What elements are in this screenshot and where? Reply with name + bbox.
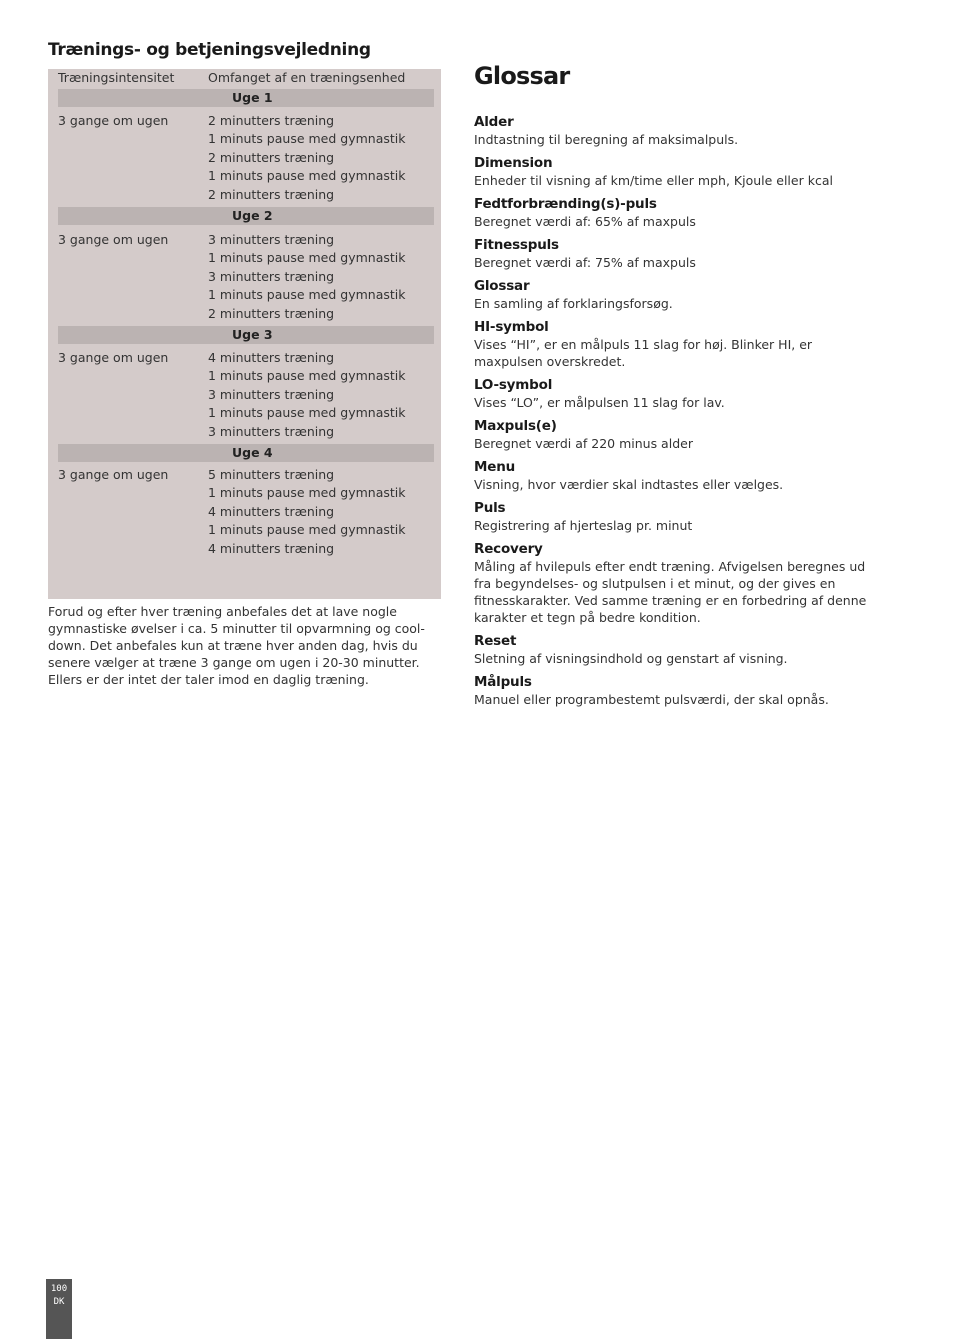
glossary-definition: Indtastning til beregning af maksimalpuls. [474,132,739,147]
week-label: Uge 3 [232,327,273,342]
step-item: 4 minutters træning [208,350,335,365]
glossary-term: Glossar [474,278,530,294]
language-code: DK [53,1297,65,1307]
week-label: Uge 4 [232,445,273,460]
glossary-list [474,114,874,715]
step-item: 5 minutters træning [208,467,335,482]
step-item: 1 minuts pause med gymnastik [208,368,406,384]
glossary-entry [474,114,874,148]
glossary-definition: Beregnet værdi af: 75% af maxpuls [474,255,696,270]
glossary-entry [474,459,874,493]
step-item: 3 minutters træning [208,423,335,439]
week-steps [208,466,406,558]
step-item: 1 minuts pause med gymnastik [208,250,406,266]
glossary-definition: Beregnet værdi af: 65% af maxpuls [474,214,696,229]
step-item: 1 minuts pause med gymnastik [208,168,406,184]
step-item: 2 minutters træning [208,305,335,321]
glossary-term: Fitnesspuls [474,237,559,253]
step-item: 2 minutters træning [208,149,335,165]
column-header-intensity: Træningsintensitet [58,70,175,85]
step-item: 4 minutters træning [208,540,335,556]
glossary-term: Alder [474,114,514,130]
glossary-term: Reset [474,633,517,649]
week-steps [208,231,406,323]
week-header [58,444,434,462]
glossary-entry [474,633,874,667]
step-item: 1 minuts pause med gymnastik [208,131,406,147]
week-steps [208,349,406,441]
glossary-definition: Visning, hvor værdier skal indtastes eller vælges. [474,477,784,492]
step-item: 1 minuts pause med gymnastik [208,405,406,421]
glossary-definition: Vises “LO”, er målpulsen 11 slag for lav. [474,395,725,410]
glossary-definition: Sletning af visningsindhold og genstart af visning. [474,651,788,666]
step-item: 3 minutters træning [208,232,335,247]
glossary-entry [474,237,874,271]
glossary-definition: Manuel eller programbestemt pulsværdi, der skal opnås. [474,692,829,707]
step-item: 1 minuts pause med gymnastik [208,522,406,538]
glossary-term: Maxpuls(e) [474,418,557,434]
column-header-scope: Omfanget af en træningsenhed [208,70,406,85]
glossary-term: Recovery [474,541,543,557]
step-item: 2 minutters træning [208,113,335,128]
glossary-entry [474,377,874,411]
step-item: 1 minuts pause med gymnastik [208,485,406,501]
glossary-definition: Beregnet værdi af 220 minus alder [474,436,693,451]
glossary-term: Dimension [474,155,553,171]
glossary-definition: Enheder til visning af km/time eller mph, Kjoule eller kcal [474,173,833,188]
page-number: 100 [50,1284,68,1294]
glossary-term: Menu [474,459,516,475]
section-title: Trænings- og betjeningsvejledning [48,40,371,60]
glossary-term: LO-symbol [474,377,553,393]
step-item: 1 minuts pause med gymnastik [208,287,406,303]
glossary-title: Glossar [474,62,570,90]
glossary-entry [474,278,874,312]
glossary-entry [474,155,874,189]
week-label: Uge 2 [232,208,273,223]
glossary-entry [474,541,874,626]
glossary-entry [474,319,874,370]
glossary-definition: Registrering af hjerteslag pr. minut [474,518,693,533]
week-label: Uge 1 [232,90,273,105]
step-item: 3 minutters træning [208,268,335,284]
training-schedule-table [48,69,441,599]
glossary-term: Fedtforbrænding(s)-puls [474,196,657,212]
step-item: 3 minutters træning [208,386,335,402]
week-frequency: 3 gange om ugen [58,467,169,482]
week-frequency: 3 gange om ugen [58,350,169,365]
glossary-term: HI-symbol [474,319,549,335]
week-header [58,207,434,225]
glossary-term: Målpuls [474,674,532,690]
glossary-term: Puls [474,500,506,516]
glossary-definition: En samling af forklaringsforsøg. [474,296,673,311]
step-item: 2 minutters træning [208,186,335,202]
step-item: 4 minutters træning [208,503,335,519]
week-frequency: 3 gange om ugen [58,113,169,128]
glossary-definition: Måling af hvilepuls efter endt træning. Afvigelsen beregnes ud fra begyndelses- og slutpulsen i et minut, og der gives en fitnesskarakter. Ved samme træning er en forbedring af denne karakter et tegn på bedre kondition. [474,559,867,625]
training-note: Forud og efter hver træning anbefales det at lave nogle gymnastiske øvelser i ca. 5 minutter til opvarmning og cool-down. Det anbefales kun at træne hver anden dag, hvis du senere vælger at træne 3 gange om ugen i 20-30 minutter. Ellers er der intet der taler imod en daglig træning. [48,604,425,687]
glossary-definition: Vises “HI”, er en målpuls 11 slag for høj. Blinker HI, er maxpulsen overskredet. [474,337,813,369]
week-header [58,89,434,107]
glossary-entry [474,196,874,230]
week-frequency: 3 gange om ugen [58,232,169,247]
week-steps [208,112,406,204]
page-number-tab [46,1279,72,1339]
glossary-entry [474,674,874,708]
glossary-entry [474,418,874,452]
glossary-entry [474,500,874,534]
week-header [58,326,434,344]
